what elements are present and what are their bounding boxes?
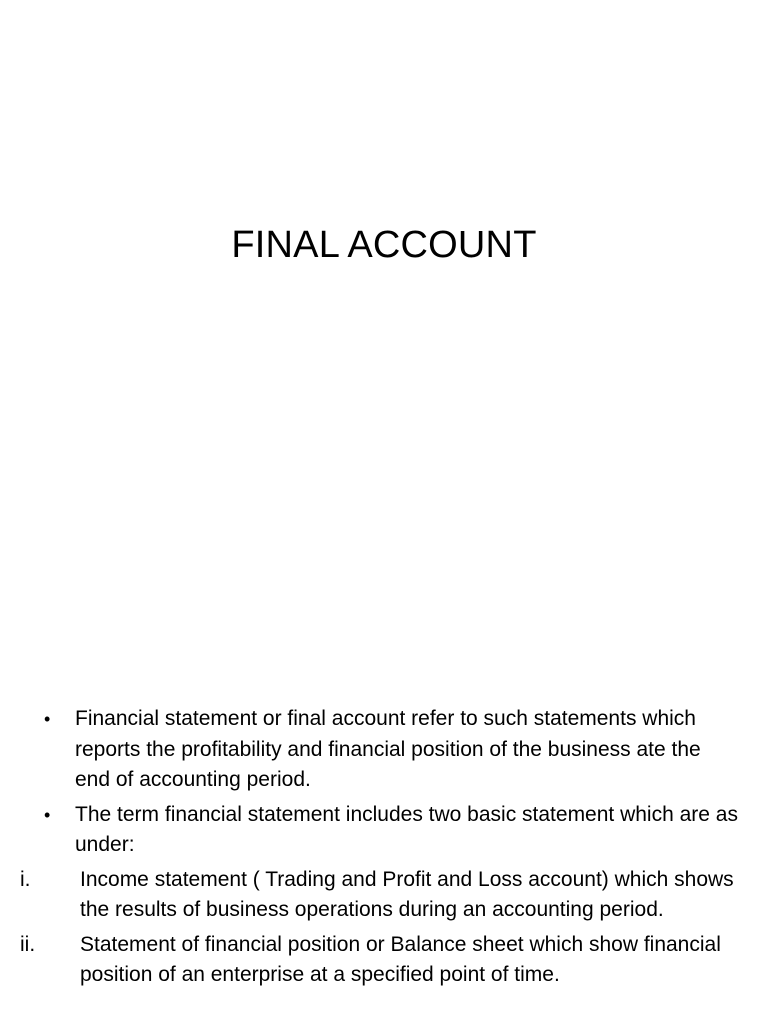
numbered-marker: i. <box>20 867 31 891</box>
numbered-marker: ii. <box>20 932 36 956</box>
bullet-item-financial-statement <box>40 704 740 796</box>
numbered-text: Income statement ( Trading and Profit and Loss account) which shows the results of business operations during an accounting period. <box>80 867 734 921</box>
page-title: FINAL ACCOUNT <box>231 224 537 266</box>
numbered-item-income-statement <box>20 865 740 926</box>
numbered-item-balance-sheet <box>20 930 740 991</box>
bullet-marker: • <box>44 709 51 729</box>
content-list <box>20 704 740 995</box>
numbered-text: Statement of financial position or Balance sheet which show financial position of an enterprise at a specified point of time. <box>80 932 721 986</box>
bullet-item-financial-statement-term <box>40 800 740 861</box>
bullet-marker: • <box>44 804 51 825</box>
bullet-text: Financial statement or final account refer to such statements which reports the profitability and financial position of the business ate the end of accounting period. <box>75 707 701 791</box>
bullet-text: The term financial statement includes two basic statement which are as under: <box>75 802 738 856</box>
